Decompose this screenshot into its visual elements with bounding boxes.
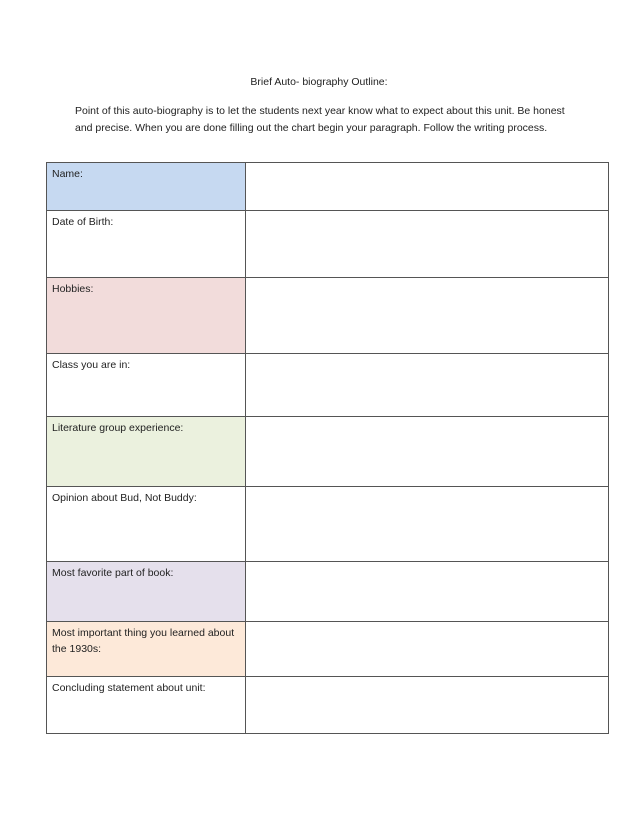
answer-field[interactable] [246, 677, 609, 734]
document-title: Brief Auto- biography Outline: [250, 76, 388, 88]
row-label: Most important thing you learned about the 1930s: [47, 622, 246, 677]
row-label: Concluding statement about unit: [47, 677, 246, 734]
answer-field[interactable] [246, 211, 609, 278]
answer-field[interactable] [246, 354, 609, 417]
table-row [47, 211, 609, 278]
row-label: Hobbies: [47, 278, 246, 354]
row-label: Class you are in: [47, 354, 246, 417]
instructions-paragraph: Point of this auto-biography is to let the students next year know what to expect about this unit. Be honest and precise. When you are done filling out the chart begin your paragraph. Follow the writing process. [75, 105, 565, 134]
table-row [47, 354, 609, 417]
table-row [47, 622, 609, 677]
table-row [47, 417, 609, 487]
outline-table [46, 162, 609, 734]
answer-field[interactable] [246, 562, 609, 622]
answer-field[interactable] [246, 622, 609, 677]
answer-field[interactable] [246, 278, 609, 354]
answer-field[interactable] [246, 417, 609, 487]
row-label: Name: [47, 163, 246, 211]
row-label: Opinion about Bud, Not Buddy: [47, 487, 246, 562]
table-row [47, 163, 609, 211]
table-row [47, 487, 609, 562]
answer-field[interactable] [246, 163, 609, 211]
row-label: Most favorite part of book: [47, 562, 246, 622]
table-row [47, 562, 609, 622]
table-row [47, 278, 609, 354]
row-label: Date of Birth: [47, 211, 246, 278]
answer-field[interactable] [246, 487, 609, 562]
row-label: Literature group experience: [47, 417, 246, 487]
table-row [47, 677, 609, 734]
